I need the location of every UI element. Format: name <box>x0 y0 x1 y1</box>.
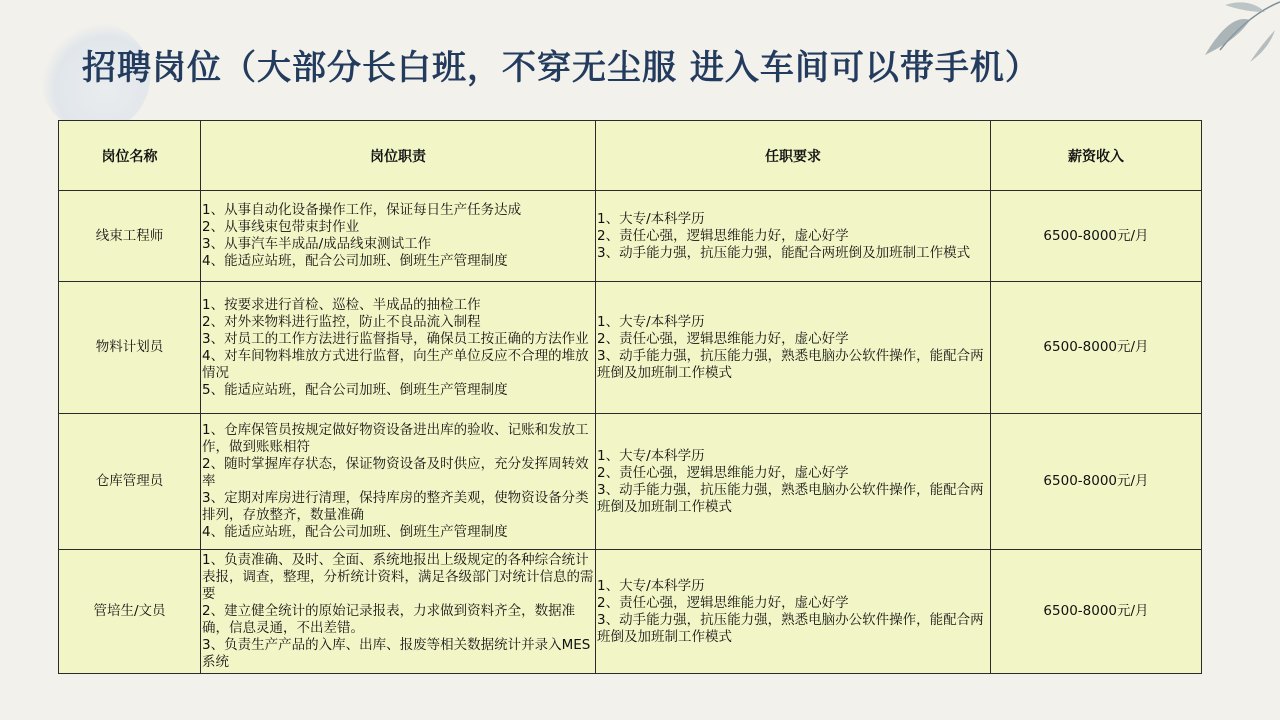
page-title: 招聘岗位（大部分长白班，不穿无尘服 进入车间可以带手机） <box>82 48 1040 88</box>
requirements-cell <box>596 414 991 550</box>
table-row <box>59 191 1202 282</box>
duty-line: 1、负责准确、及时、全面、系统地报出上级规定的各种综合统计表报，调查，整理，分析统计资料，满足各级部门对统计信息的需要 <box>202 552 594 602</box>
requirement-line: 1、大专/本科学历 <box>597 447 705 464</box>
position-name: 仓库管理员 <box>59 414 201 550</box>
duty-line: 2、随时掌握库存状态，保证物资设备及时供应，充分发挥周转效率 <box>202 456 589 489</box>
duties-cell <box>201 414 596 550</box>
salary: 6500-8000元/月 <box>991 282 1202 414</box>
requirement-line: 2、责任心强，逻辑思维能力好，虚心好学 <box>597 227 849 244</box>
position-name: 物料计划员 <box>59 282 201 414</box>
duty-line: 5、能适应站班，配合公司加班、倒班生产管理制度 <box>202 381 508 398</box>
requirement-line: 2、责任心强，逻辑思维能力好，虚心好学 <box>597 594 849 611</box>
duty-line: 4、对车间物料堆放方式进行监督，向生产单位反应不合理的堆放情况 <box>202 347 589 381</box>
duty-line: 2、对外来物料进行监控，防止不良品流入制程 <box>202 313 481 330</box>
duty-line: 3、从事汽车半成品/成品线束测试工作 <box>202 236 432 252</box>
requirement-line: 3、动手能力强，抗压能力强，熟悉电脑办公软件操作，能配合两班倒及加班制工作模式 <box>597 347 984 381</box>
duties-cell <box>201 191 596 282</box>
salary: 6500-8000元/月 <box>991 191 1202 282</box>
duty-line: 4、能适应站班，配合公司加班、倒班生产管理制度 <box>202 253 508 269</box>
header-position-name: 岗位名称 <box>59 121 201 191</box>
requirement-line: 2、责任心强，逻辑思维能力好，虚心好学 <box>597 330 849 347</box>
position-name: 线束工程师 <box>59 191 201 282</box>
requirement-line: 2、责任心强，逻辑思维能力好，虚心好学 <box>597 464 849 481</box>
requirement-line: 3、动手能力强，抗压能力强，熟悉电脑办公软件操作，能配合两班倒及加班制工作模式 <box>597 611 984 645</box>
salary: 6500-8000元/月 <box>991 414 1202 550</box>
bamboo-leaf-icon <box>1180 0 1280 80</box>
duty-line: 3、负责生产产品的入库、出库、报废等相关数据统计并录入MES系统 <box>202 637 591 670</box>
table-row <box>59 414 1202 550</box>
duties-cell <box>201 550 596 674</box>
table-header-row <box>59 121 1202 191</box>
duty-line: 1、从事自动化设备操作工作，保证每日生产任务达成 <box>202 202 522 218</box>
duty-line: 2、建立健全统计的原始记录报表，力求做到资料齐全，数据准确，信息灵通，不出差错。 <box>202 603 576 636</box>
header-salary: 薪资收入 <box>991 121 1202 191</box>
requirement-line: 3、动手能力强，抗压能力强，能配合两班倒及加班制工作模式 <box>597 244 971 261</box>
header-duties: 岗位职责 <box>201 121 596 191</box>
table-row <box>59 282 1202 414</box>
requirements-cell <box>596 282 991 414</box>
requirement-line: 1、大专/本科学历 <box>597 313 705 330</box>
duty-line: 3、定期对库房进行清理，保持库房的整齐美观，使物资设备分类排列，存放整齐，数量准确 <box>202 490 589 523</box>
job-table <box>58 120 1202 674</box>
header-requirements: 任职要求 <box>596 121 991 191</box>
requirements-cell <box>596 550 991 674</box>
requirement-line: 1、大专/本科学历 <box>597 577 705 594</box>
duty-line: 2、从事线束包带束封作业 <box>202 219 360 235</box>
position-name: 管培生/文员 <box>59 550 201 674</box>
duties-cell <box>201 282 596 414</box>
duty-line: 1、按要求进行首检、巡检、半成品的抽检工作 <box>202 296 481 313</box>
duty-line: 4、能适应站班，配合公司加班、倒班生产管理制度 <box>202 524 508 540</box>
requirement-line: 3、动手能力强，抗压能力强，熟悉电脑办公软件操作，能配合两班倒及加班制工作模式 <box>597 481 984 515</box>
salary: 6500-8000元/月 <box>991 550 1202 674</box>
requirements-cell <box>596 191 991 282</box>
duty-line: 1、仓库保管员按规定做好物资设备进出库的验收、记账和发放工作，做到账账相符 <box>202 422 589 455</box>
table-row <box>59 550 1202 674</box>
requirement-line: 1、大专/本科学历 <box>597 210 705 227</box>
duty-line: 3、对员工的工作方法进行监督指导，确保员工按正确的方法作业 <box>202 330 589 347</box>
